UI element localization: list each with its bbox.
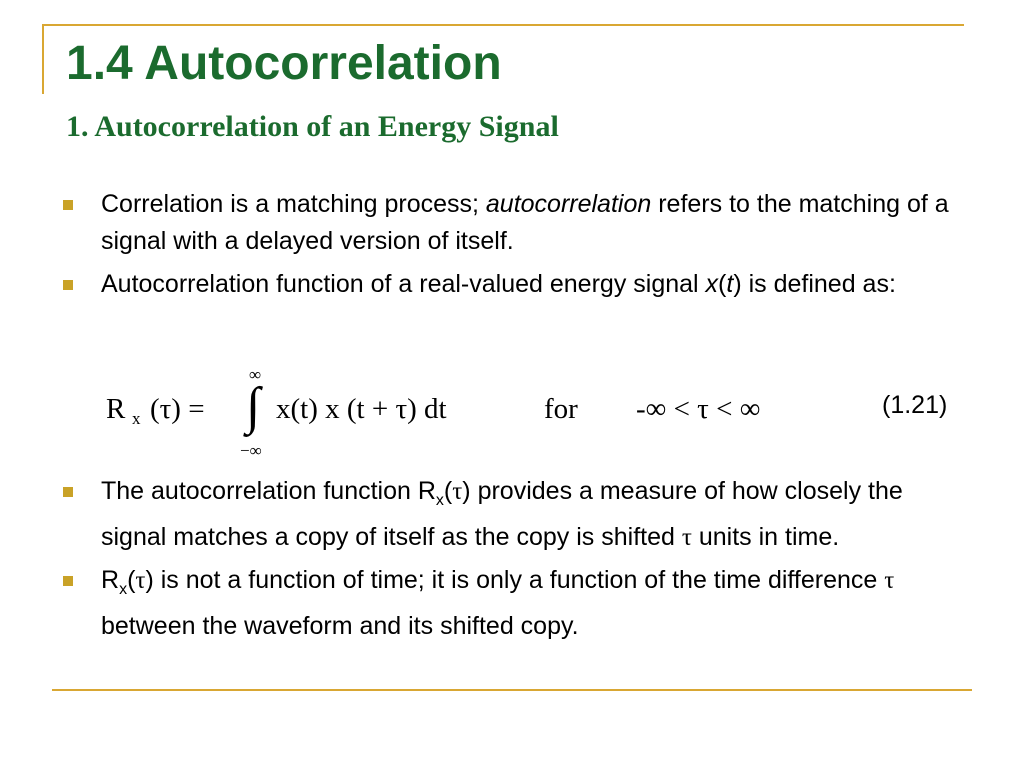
bullet-text: R bbox=[101, 566, 120, 594]
tau-symbol: τ bbox=[884, 567, 895, 594]
bullet-item bbox=[60, 266, 950, 303]
equation-1-21 bbox=[106, 365, 966, 460]
bullet-list-bottom bbox=[60, 473, 950, 651]
bullet-italic-term: autocorrelation bbox=[485, 190, 652, 218]
bullet-text: The autocorrelation function R bbox=[101, 477, 436, 505]
bullet-square-icon bbox=[63, 576, 73, 586]
eq-upper-limit: ∞ bbox=[249, 365, 262, 384]
bullet-list-top bbox=[60, 186, 950, 309]
tau-symbol: τ bbox=[452, 478, 463, 505]
eq-subscript: x bbox=[132, 409, 141, 428]
bullet-item bbox=[60, 562, 950, 645]
bullet-text: Correlation is a matching process; bbox=[101, 190, 486, 218]
slide-title: 1.4 Autocorrelation bbox=[66, 37, 502, 90]
bullet-text: between the waveform and its shifted copy. bbox=[101, 612, 579, 640]
eq-range: -∞ < τ < ∞ bbox=[636, 393, 761, 425]
slide-subtitle: 1. Autocorrelation of an Energy Signal bbox=[66, 110, 559, 143]
bullet-square-icon bbox=[63, 200, 73, 210]
paren: ( bbox=[443, 477, 453, 505]
bullet-text: refers to the matching of a signal with a delayed version of itself. bbox=[101, 190, 949, 255]
paren: ( bbox=[718, 270, 727, 298]
bullet-square-icon bbox=[63, 280, 73, 290]
bottom-rule bbox=[52, 689, 972, 691]
signal-variable: x bbox=[705, 270, 719, 298]
top-rule bbox=[42, 24, 964, 26]
eq-R: R bbox=[106, 393, 126, 425]
equation-number: (1.21) bbox=[882, 391, 948, 419]
paren: ) bbox=[733, 270, 742, 298]
paren: ( bbox=[127, 566, 136, 594]
bullet-text: Autocorrelation function of a real-valued energy signal bbox=[101, 270, 706, 298]
tau-symbol: τ bbox=[681, 524, 692, 551]
paren: ) bbox=[462, 477, 471, 505]
eq-integrand: x(t) x (t + τ) dt bbox=[276, 393, 447, 425]
left-rule bbox=[42, 24, 44, 94]
subscript: x bbox=[435, 492, 444, 509]
bullet-item bbox=[60, 473, 950, 556]
integral-icon: ∫ bbox=[246, 378, 261, 435]
bullet-text: is not a function of time; it is only a function of the time difference bbox=[153, 566, 885, 594]
eq-for: for bbox=[544, 393, 578, 425]
bullet-item bbox=[60, 186, 950, 260]
bullet-text: provides a measure of how closely the signal matches a copy of itself as the copy is shifted bbox=[101, 477, 903, 551]
eq-lower-limit: −∞ bbox=[240, 441, 262, 460]
paren: ) bbox=[145, 566, 154, 594]
bullet-text: is defined as: bbox=[741, 270, 896, 298]
tau-symbol: τ bbox=[135, 567, 146, 594]
time-variable: t bbox=[726, 270, 734, 298]
bullet-square-icon bbox=[63, 487, 73, 497]
bullet-text: units in time. bbox=[691, 523, 840, 551]
eq-lhs-argument: (τ) = bbox=[150, 393, 205, 425]
subscript: x bbox=[119, 581, 128, 598]
